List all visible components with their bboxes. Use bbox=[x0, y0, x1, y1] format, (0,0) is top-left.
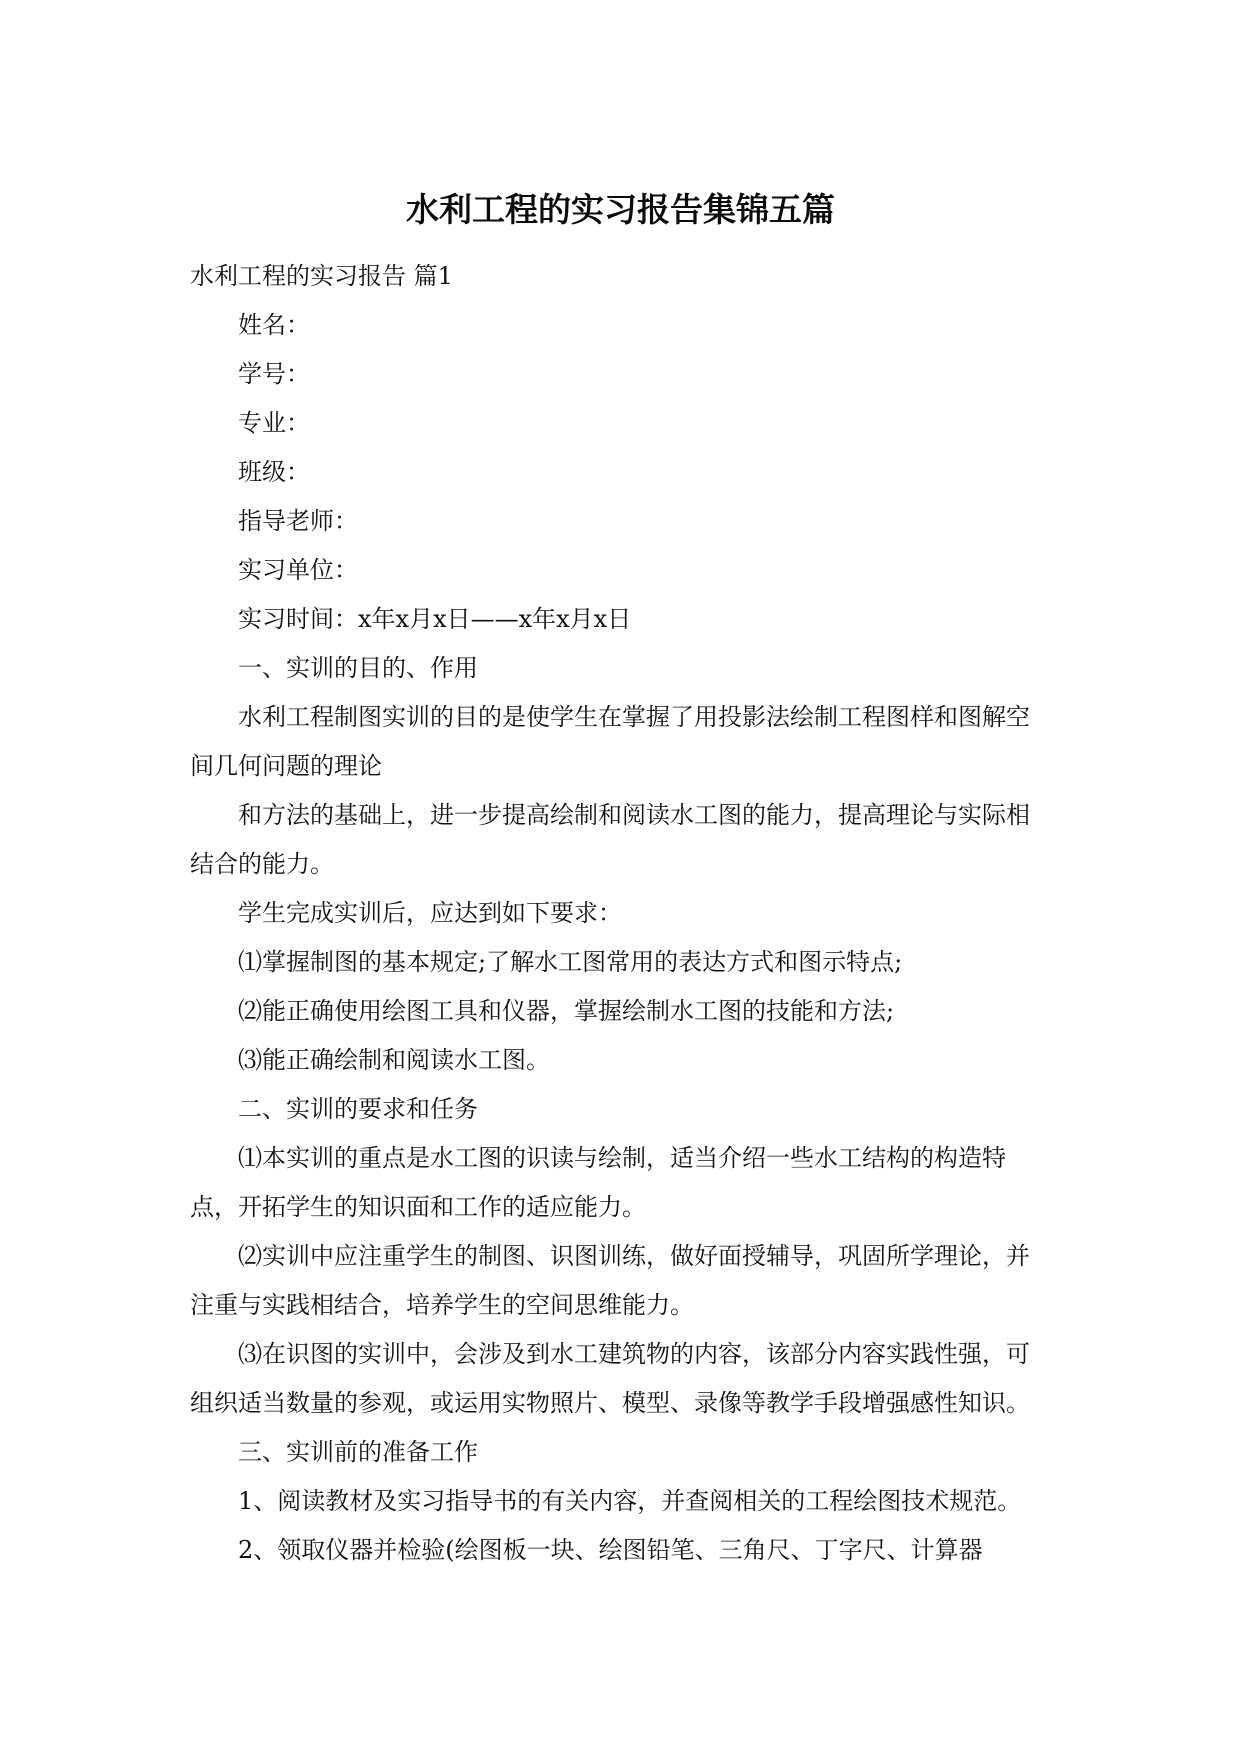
paragraph: ⑴本实训的重点是水工图的识读与绘制，适当介绍一些水工结构的构造特点，开拓学生的知识面和工作的适应能力。 bbox=[190, 1144, 1006, 1221]
paragraph: 指导老师： bbox=[238, 507, 358, 535]
paragraph: 三、实训前的准备工作 bbox=[238, 1438, 478, 1466]
paragraph: ⑴掌握制图的基本规定;了解水工图常用的表达方式和图示特点; bbox=[238, 948, 903, 976]
paragraph: 实习单位： bbox=[238, 556, 358, 584]
paragraph: 班级： bbox=[238, 458, 310, 486]
paragraph: ⑵能正确使用绘图工具和仪器，掌握绘制水工图的技能和方法; bbox=[238, 997, 895, 1025]
paragraph: ⑶在识图的实训中，会涉及到水工建筑物的内容，该部分内容实践性强，可组织适当数量的参观，或运用实物照片、模型、录像等教学手段增强感性知识。 bbox=[190, 1340, 1030, 1417]
document-title: 水利工程的实习报告集锦五篇 bbox=[406, 190, 835, 229]
paragraph: 和方法的基础上，进一步提高绘制和阅读水工图的能力，提高理论与实际相结合的能力。 bbox=[190, 801, 1030, 878]
paragraph: 姓名： bbox=[238, 311, 310, 339]
paragraph: 学生完成实训后，应达到如下要求： bbox=[238, 899, 622, 927]
document-body bbox=[190, 252, 1050, 1575]
paragraph: ⑵实训中应注重学生的制图、识图训练，做好面授辅导，巩固所学理论，并注重与实践相结合，培养学生的空间思维能力。 bbox=[190, 1242, 1030, 1319]
paragraph: 专业： bbox=[238, 409, 310, 437]
paragraph: 2、领取仪器并检验(绘图板一块、绘图铅笔、三角尺、丁字尺、计算器 bbox=[238, 1536, 983, 1564]
paragraph: 一、实训的目的、作用 bbox=[238, 654, 478, 682]
section-heading: 水利工程的实习报告 篇1 bbox=[190, 262, 453, 290]
paragraph: 二、实训的要求和任务 bbox=[238, 1095, 478, 1123]
paragraph: ⑶能正确绘制和阅读水工图。 bbox=[238, 1046, 550, 1074]
paragraph: 学号： bbox=[238, 360, 310, 388]
paragraph: 水利工程制图实训的目的是使学生在掌握了用投影法绘制工程图样和图解空间几何问题的理论 bbox=[190, 703, 1030, 780]
paragraph: 实习时间：x年x月x日——x年x月x日 bbox=[238, 605, 632, 633]
paragraph: 1、阅读教材及实习指导书的有关内容，并查阅相关的工程绘图技术规范。 bbox=[238, 1487, 1022, 1515]
